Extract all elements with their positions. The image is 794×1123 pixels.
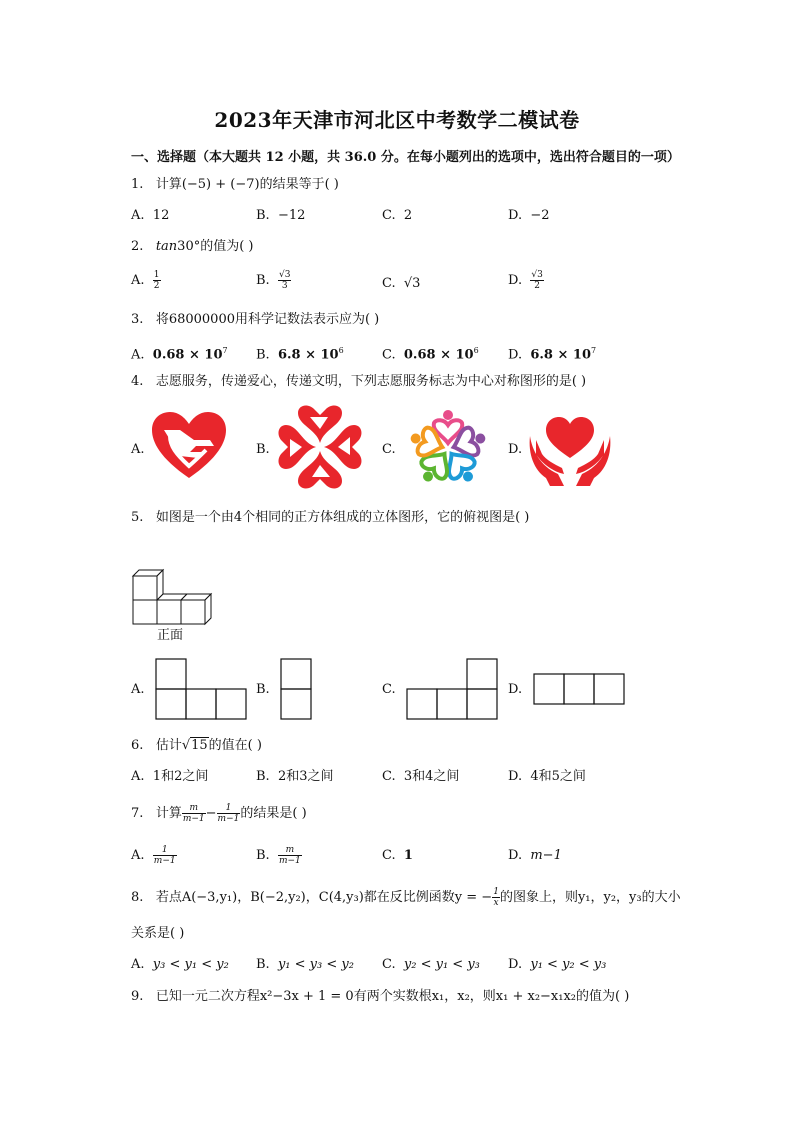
option-text: m−1 bbox=[530, 848, 562, 863]
numerator: m bbox=[278, 845, 302, 856]
heart-icon bbox=[279, 406, 362, 489]
option-a[interactable] bbox=[131, 207, 169, 225]
option-text: √3 bbox=[403, 276, 421, 291]
option-b[interactable] bbox=[256, 342, 344, 364]
option-a[interactable] bbox=[131, 845, 177, 866]
option-text: 4和5之间 bbox=[530, 769, 586, 784]
four-hearts-logo-b[interactable] bbox=[278, 405, 362, 489]
question-8-line2: 关系是( ) bbox=[131, 926, 185, 941]
fraction bbox=[217, 803, 241, 824]
option-text: 2和3之间 bbox=[277, 769, 334, 784]
question-text: 将68000000用科学记数法表示应为( ) bbox=[155, 312, 380, 327]
option-c[interactable] bbox=[382, 275, 420, 293]
numerator: 1 bbox=[153, 270, 160, 280]
question-number: 5. bbox=[131, 510, 144, 525]
option-label: B. bbox=[256, 273, 270, 288]
question-8 bbox=[131, 887, 681, 908]
question-1 bbox=[131, 176, 339, 194]
option-text: −2 bbox=[530, 208, 550, 223]
option-label: D. bbox=[508, 769, 523, 784]
denominator: x bbox=[493, 898, 499, 908]
question-text: 计算 bbox=[155, 806, 182, 821]
option-c[interactable] bbox=[382, 956, 480, 974]
option-b[interactable] bbox=[256, 681, 270, 699]
option-label: A. bbox=[131, 208, 145, 223]
numerator: √3 bbox=[531, 270, 543, 280]
question-3 bbox=[131, 311, 379, 329]
question-number: 4. bbox=[131, 374, 144, 389]
exponent: 6 bbox=[338, 346, 344, 355]
option-c[interactable] bbox=[382, 681, 396, 699]
option-label: D. bbox=[508, 273, 523, 288]
option-d[interactable] bbox=[508, 270, 544, 291]
option-label: C. bbox=[382, 848, 396, 863]
top-view-c[interactable] bbox=[406, 658, 498, 720]
option-label: D. bbox=[508, 347, 523, 363]
question-text: 的图象上，则y₁，y₂，y₃的大小 bbox=[499, 890, 681, 905]
question-text: 的值在( ) bbox=[208, 738, 262, 753]
option-label: A. bbox=[131, 769, 145, 784]
denominator: m−1 bbox=[182, 814, 205, 824]
option-label: D. bbox=[508, 442, 523, 457]
option-b[interactable] bbox=[256, 207, 305, 225]
question-7 bbox=[131, 803, 307, 824]
question-6 bbox=[131, 737, 262, 755]
option-c[interactable] bbox=[382, 342, 479, 364]
question-4 bbox=[131, 373, 586, 391]
exponent: 6 bbox=[473, 346, 479, 355]
option-label: B. bbox=[256, 347, 270, 363]
option-d[interactable] bbox=[508, 441, 522, 459]
option-label: B. bbox=[256, 682, 270, 697]
question-text: 计算(−5) + (−7)的结果等于( ) bbox=[155, 177, 339, 192]
option-d[interactable] bbox=[508, 681, 522, 699]
option-a[interactable] bbox=[131, 342, 228, 364]
option-label: C. bbox=[382, 276, 396, 291]
option-label: C. bbox=[382, 957, 396, 972]
numerator: 1 bbox=[217, 803, 241, 814]
question-text: 志愿服务，传递爱心，传递文明，下列志愿服务标志为中心对称图形的是( ) bbox=[155, 374, 587, 389]
option-label: A. bbox=[131, 347, 145, 363]
question-number: 6. bbox=[131, 738, 144, 753]
option-text: y₂ < y₁ < y₃ bbox=[403, 957, 480, 972]
question-text: 的结果是( ) bbox=[240, 806, 307, 821]
option-a[interactable] bbox=[131, 681, 145, 699]
numerator: 1 bbox=[153, 845, 177, 856]
option-d[interactable] bbox=[508, 768, 586, 786]
option-label: A. bbox=[131, 442, 145, 457]
option-label: B. bbox=[256, 957, 270, 972]
fraction bbox=[492, 887, 500, 908]
denominator: m−1 bbox=[278, 856, 301, 866]
question-5 bbox=[131, 509, 529, 527]
question-number: 3. bbox=[131, 312, 144, 327]
fraction bbox=[530, 270, 543, 291]
radicand: 15 bbox=[191, 738, 208, 753]
top-view-d[interactable] bbox=[533, 673, 625, 705]
option-label: C. bbox=[382, 347, 396, 363]
option-label: C. bbox=[382, 769, 396, 784]
option-text: y₃ < y₁ < y₂ bbox=[152, 957, 229, 972]
question-text: 已知一元二次方程x²−3x + 1 = 0有两个实数根x₁，x₂，则x₁ + x₂−x₁x₂的值为( ) bbox=[155, 989, 630, 1004]
option-label: C. bbox=[382, 682, 396, 697]
exponent: 7 bbox=[591, 346, 597, 355]
option-text: −12 bbox=[277, 208, 306, 223]
option-label: C. bbox=[382, 442, 396, 457]
fraction bbox=[182, 803, 206, 824]
tan-symbol: tan bbox=[155, 239, 178, 254]
option-d[interactable] bbox=[508, 342, 596, 364]
cube-figure bbox=[132, 570, 212, 626]
five-people-logo-c[interactable] bbox=[404, 405, 492, 489]
option-c[interactable] bbox=[382, 768, 459, 786]
option-label: D. bbox=[508, 957, 523, 972]
question-9 bbox=[131, 988, 629, 1006]
option-b[interactable] bbox=[256, 845, 302, 866]
question-number: 1. bbox=[131, 177, 144, 192]
section-heading: 一、选择题（本大题共 12 小题，共 36.0 分。在每小题列出的选项中，选出符合题目的一项） bbox=[131, 150, 680, 165]
option-label: D. bbox=[508, 682, 523, 697]
numerator: 1 bbox=[493, 887, 499, 897]
option-b[interactable] bbox=[256, 441, 270, 459]
option-text: 6.8 × 10 bbox=[530, 347, 592, 363]
denominator: m−1 bbox=[217, 814, 240, 824]
option-c[interactable] bbox=[382, 847, 413, 865]
option-label: B. bbox=[256, 442, 270, 457]
question-number: 8. bbox=[131, 890, 144, 905]
option-text: 3和4之间 bbox=[403, 769, 460, 784]
fraction bbox=[278, 270, 291, 291]
option-c[interactable] bbox=[382, 207, 412, 225]
option-text: 1 bbox=[403, 848, 413, 863]
option-a[interactable] bbox=[131, 956, 229, 974]
exponent: 7 bbox=[222, 346, 228, 355]
option-label: B. bbox=[256, 769, 270, 784]
option-b[interactable] bbox=[256, 768, 334, 786]
option-label: A. bbox=[131, 848, 145, 863]
top-view-a[interactable] bbox=[155, 658, 247, 720]
fraction bbox=[278, 845, 302, 866]
option-label: B. bbox=[256, 208, 270, 223]
heart-hand-logo-a[interactable] bbox=[150, 410, 228, 482]
option-text: 1和2之间 bbox=[152, 769, 209, 784]
denominator: 2 bbox=[153, 281, 160, 291]
fraction bbox=[153, 845, 177, 866]
option-label: A. bbox=[131, 957, 145, 972]
option-label: A. bbox=[131, 682, 145, 697]
option-d[interactable] bbox=[508, 207, 550, 225]
question-number: 9. bbox=[131, 989, 144, 1004]
option-label: C. bbox=[382, 208, 396, 223]
denominator: m−1 bbox=[153, 856, 176, 866]
option-text: 2 bbox=[403, 208, 413, 223]
heart-icon bbox=[546, 417, 594, 458]
option-b[interactable] bbox=[256, 956, 354, 974]
numerator: √3 bbox=[278, 270, 291, 280]
option-label: D. bbox=[508, 848, 523, 863]
option-text: 0.68 × 10 bbox=[403, 347, 474, 363]
sqrt-expression: √15 bbox=[181, 738, 208, 753]
option-text: y₁ < y₃ < y₂ bbox=[277, 957, 354, 972]
page-title: 2023年天津市河北区中考数学二模试卷 bbox=[214, 108, 580, 132]
option-text: 12 bbox=[152, 208, 170, 223]
option-text: 6.8 × 10 bbox=[277, 347, 339, 363]
question-number: 2. bbox=[131, 239, 144, 254]
option-label: D. bbox=[508, 208, 523, 223]
question-text: 如图是一个由4个相同的正方体组成的立体图形，它的俯视图是( ) bbox=[155, 510, 530, 525]
front-label: 正面 bbox=[157, 628, 184, 643]
top-view-b[interactable] bbox=[280, 658, 312, 720]
question-text: 若点A(−3,y₁)，B(−2,y₂)，C(4,y₃)都在反比例函数y = − bbox=[155, 890, 493, 905]
question-text: 估计 bbox=[155, 738, 182, 753]
fraction bbox=[153, 270, 161, 291]
question-2 bbox=[131, 238, 254, 256]
question-number: 7. bbox=[131, 806, 144, 821]
question-text: 30°的值为( ) bbox=[177, 239, 254, 254]
option-d[interactable] bbox=[508, 956, 606, 974]
denominator: 2 bbox=[534, 281, 540, 291]
option-text: 0.68 × 10 bbox=[152, 347, 223, 363]
option-a[interactable] bbox=[131, 270, 161, 291]
numerator: m bbox=[182, 803, 206, 814]
option-d[interactable] bbox=[508, 847, 562, 865]
option-b[interactable] bbox=[256, 270, 291, 291]
option-c[interactable] bbox=[382, 441, 396, 459]
option-label: A. bbox=[131, 273, 145, 288]
denominator: 3 bbox=[281, 281, 288, 291]
option-text: y₁ < y₂ < y₃ bbox=[530, 957, 607, 972]
option-label: B. bbox=[256, 848, 270, 863]
option-a[interactable] bbox=[131, 768, 208, 786]
hands-heart-logo-d[interactable] bbox=[528, 410, 612, 488]
option-a[interactable] bbox=[131, 441, 145, 459]
minus-sign: − bbox=[205, 806, 217, 821]
